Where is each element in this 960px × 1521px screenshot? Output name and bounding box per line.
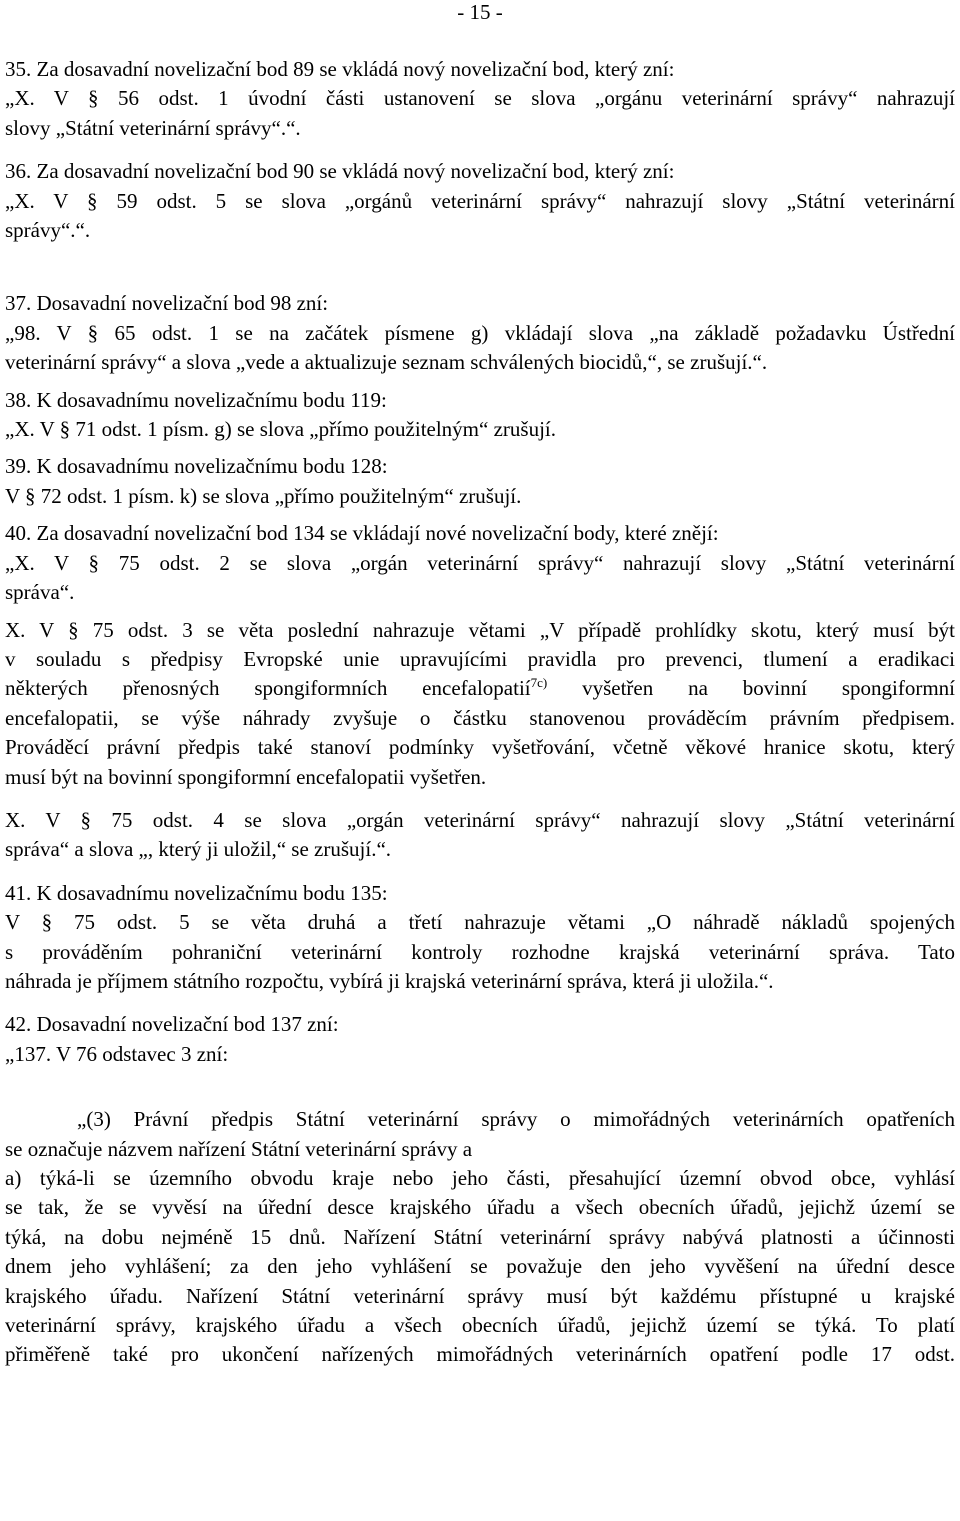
amendment-75-3	[5, 616, 955, 792]
text-line: 35. Za dosavadní novelizační bod 89 se vkládá nový novelizační bod, který zní:	[5, 57, 675, 81]
text-line: a) týká-li se územního obvodu kraje nebo jeho části, přesahující územní obvod obce, vyhlásí	[5, 1166, 955, 1190]
text-line: správa“.	[5, 580, 75, 605]
text-line: musí být na bovinní spongiformní encefalopatii vyšetřen.	[5, 764, 487, 789]
text-line: „X. V § 59 odst. 5 se slova „orgánů veterinární správy“ nahrazují slovy „Státní veterinární	[5, 188, 955, 213]
text-line: 40. Za dosavadní novelizační bod 134 se vkládají nové novelizační body, které znějí:	[5, 521, 719, 546]
text-line: V § 75 odst. 5 se věta druhá a třetí nahrazuje větami „O náhradě nákladů spojených	[5, 910, 955, 935]
text-line: 36. Za dosavadní novelizační bod 90 se vkládá nový novelizační bod, který zní:	[5, 159, 675, 184]
amendment-35	[5, 55, 955, 143]
text-line: V § 72 odst. 1 písm. k) se slova „přímo použitelným“ zrušují.	[5, 483, 522, 508]
paragraph-76-3	[5, 1105, 955, 1370]
footnote-reference: 7c)	[530, 675, 548, 691]
text-line: 41. K dosavadnímu novelizačnímu bodu 135:	[5, 880, 388, 905]
amendment-41	[5, 879, 955, 997]
amendment-38	[5, 386, 955, 445]
text-line: se označuje názvem nařízení Státní veterinární správy a	[5, 1136, 473, 1161]
page-number: - 15 -	[457, 0, 503, 24]
text-line: v souladu s předpisy Evropské unie upravujícími pravidla pro prevenci, tlumení a eradikaci	[5, 646, 955, 671]
text-line: encefalopatii, se výše náhrady zvyšuje o částku stanovenou prováděcím právním předpisem.	[5, 705, 955, 730]
text-line: slovy „Státní veterinární správy“.“.	[5, 115, 301, 140]
text-line-with-footnote	[5, 674, 955, 703]
text-line: se tak, že se vyvěsí na úřední desce krajského úřadu a všech obecních úřadů, jejichž území se	[5, 1195, 955, 1220]
text-line: 38. K dosavadnímu novelizačnímu bodu 119:	[5, 387, 387, 412]
text-line: dnem jeho vyhlášení; za den jeho vyhlášení se považuje den jeho vyvěšení na úřední desce	[5, 1254, 955, 1279]
text-line: náhrada je příjmem státního rozpočtu, vybírá ji krajská veterinární správa, která ji uložila.“.	[5, 968, 774, 993]
text-line: veterinární správy“ a slova „vede a aktualizuje seznam schválených biocidů,“, se zrušují.“.	[5, 350, 768, 375]
text-line: „X. V § 56 odst. 1 úvodní části ustanovení se slova „orgánu veterinární správy“ nahrazují	[5, 86, 955, 111]
amendment-37	[5, 289, 955, 377]
text-line: 42. Dosavadní novelizační bod 137 zní:	[5, 1012, 339, 1037]
text-line: „98. V § 65 odst. 1 se na začátek písmene g) vkládají slova „na základě požadavku Ústřední	[5, 320, 955, 345]
text-line: 37. Dosavadní novelizační bod 98 zní:	[5, 291, 329, 316]
text-line: X. V § 75 odst. 4 se slova „orgán veterinární správy“ nahrazují slovy „Státní veterinární	[5, 807, 955, 832]
text-fragment: některých přenosných spongiformních encefalopatií	[5, 676, 531, 701]
text-line: krajského úřadu. Nařízení Státní veterinární správy musí být každému přístupné u krajské	[5, 1283, 955, 1308]
text-line: správa“ a slova „, který ji uložil,“ se zrušují.“.	[5, 837, 392, 862]
amendment-75-4	[5, 806, 955, 865]
text-line: přiměřeně také pro ukončení nařízených mimořádných veterinárních opatření podle 17 odst.	[5, 1342, 955, 1367]
amendment-42	[5, 1010, 955, 1069]
text-line: správy“.“.	[5, 218, 91, 243]
text-line: veterinární správy, krajského úřadu a všech obecních úřadů, jejichž území se týká. To platí	[5, 1313, 955, 1338]
text-line: „X. V § 75 odst. 2 se slova „orgán veterinární správy“ nahrazují slovy „Státní veterinární	[5, 550, 955, 575]
document-page	[5, 0, 955, 1370]
text-line: „(3) Právní předpis Státní veterinární správy o mimořádných veterinárních opatřeních	[77, 1107, 955, 1132]
text-line: týká, na dobu nejméně 15 dnů. Nařízení Státní veterinární správy nabývá platnosti a účinnosti	[5, 1224, 955, 1249]
text-line: Prováděcí právní předpis také stanoví podmínky vyšetřování, včetně věkové hranice skotu, který	[5, 735, 955, 760]
amendment-40	[5, 519, 955, 607]
amendment-39	[5, 452, 955, 511]
text-line: „X. V § 71 odst. 1 písm. g) se slova „přímo použitelným“ zrušují.	[5, 417, 556, 442]
amendment-36	[5, 157, 955, 245]
text-line: „137. V 76 odstavec 3 zní:	[5, 1041, 229, 1066]
text-line: X. V § 75 odst. 3 se věta poslední nahrazuje větami „V případě prohlídky skotu, který musí být	[5, 617, 955, 642]
text-fragment: vyšetřen na bovinní spongiformní	[547, 676, 955, 701]
text-line: 39. K dosavadnímu novelizačnímu bodu 128:	[5, 454, 388, 479]
text-line: s prováděním pohraniční veterinární kontroly rozhodne krajská veterinární správa. Tato	[5, 939, 955, 964]
